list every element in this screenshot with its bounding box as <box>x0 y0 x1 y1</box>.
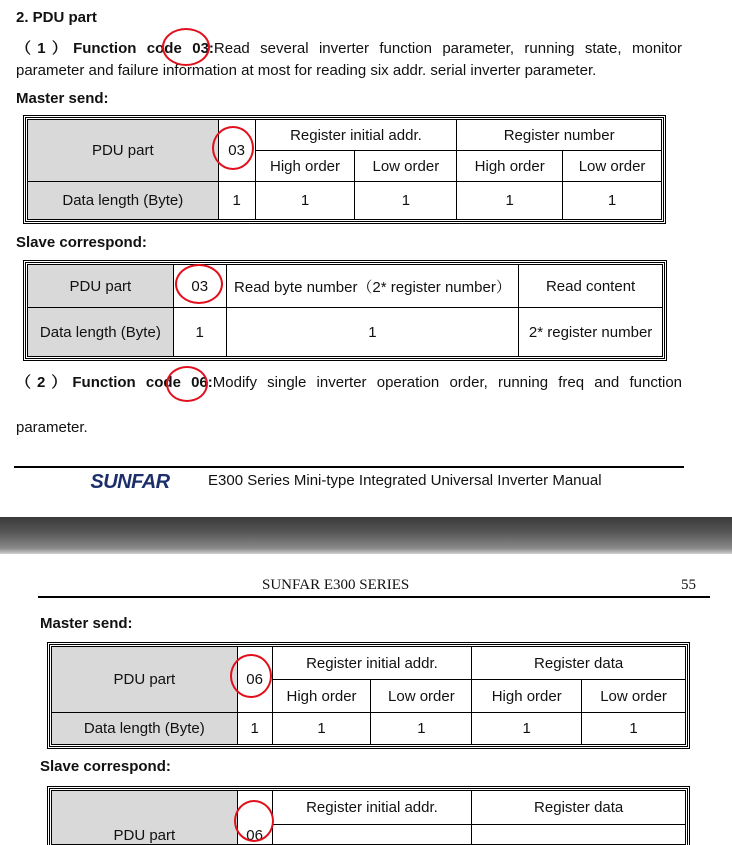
table-cell-length: 1 <box>272 713 371 745</box>
page-number: 55 <box>681 577 696 593</box>
function-code-cell: 03 <box>173 265 226 308</box>
table-subheader-low-order: Low order <box>582 680 686 713</box>
master-send-caption: Master send: <box>16 90 109 107</box>
slave-correspond-table-03 <box>27 264 663 357</box>
table-cell-length: 1 <box>355 182 457 220</box>
table-cell-length: 1 <box>582 713 686 745</box>
table-header-register-data: Register data <box>472 791 686 825</box>
section-title: 2. PDU part <box>16 9 97 26</box>
table-header-data-length: Data length (Byte) <box>28 308 174 357</box>
header-rule <box>38 596 710 598</box>
table-subheader-high-order: High order <box>472 680 582 713</box>
table-cell-length: 1 <box>173 308 226 357</box>
table-header-pdu-part: PDU part <box>28 265 174 308</box>
master-send-table-03 <box>27 119 662 220</box>
table-header-register-initial-addr: Register initial addr. <box>272 791 472 825</box>
table-subheader-low-order: Low order <box>371 680 472 713</box>
function-code-cell: 03 <box>218 120 255 182</box>
function-06-lead: （2）Function code 06: <box>16 374 213 391</box>
table-cell-length: 1 <box>371 713 472 745</box>
table-subheader-high-order: High order <box>272 680 371 713</box>
table-header-register-number: Register number <box>457 120 662 151</box>
slave-correspond-table-06 <box>51 790 686 845</box>
sunfar-logo-icon <box>90 470 170 494</box>
slave-correspond-caption: Slave correspond: <box>16 234 147 251</box>
master-send-table-06 <box>51 646 686 745</box>
table-subheader-low-order: Low order <box>563 151 662 182</box>
footer-rule <box>14 466 684 468</box>
master-send-caption: Master send: <box>40 615 133 632</box>
table-subheader-high-order: High order <box>457 151 563 182</box>
function-03-text: Read several inverter function parameter, running state, monitor <box>213 40 682 57</box>
table-header-pdu-part: PDU part <box>52 791 238 845</box>
table-header-register-initial-addr: Register initial addr. <box>272 647 472 680</box>
table-subheader-low-order: Low order <box>355 151 457 182</box>
manual-title: E300 Series Mini-type Integrated Universal Inverter Manual <box>208 472 602 489</box>
table-subheader-high-order: High order <box>255 151 355 182</box>
table-cell-length: 1 <box>563 182 662 220</box>
table-header-register-data: Register data <box>472 647 686 680</box>
table-cell-length: 1 <box>457 182 563 220</box>
function-06-text: Modify single inverter operation order, running freq and function <box>212 374 682 391</box>
function-06-paragraph-cont: parameter. <box>16 419 88 436</box>
table-cell-length: 1 <box>226 308 519 357</box>
table-header-pdu-part: PDU part <box>28 120 219 182</box>
table-header-data-length: Data length (Byte) <box>28 182 219 220</box>
function-code-cell: 06 <box>237 647 272 713</box>
table-header-data-length: Data length (Byte) <box>52 713 238 745</box>
svg-text:SUNFAR: SUNFAR <box>90 471 170 493</box>
table-cell-length: 1 <box>237 713 272 745</box>
function-code-cell: 06 <box>237 791 272 845</box>
table-cell-length: 1 <box>472 713 582 745</box>
table-cell-length: 1 <box>218 182 255 220</box>
slave-correspond-caption: Slave correspond: <box>40 758 171 775</box>
table-header-read-byte-number: Read byte number（2* register number） <box>226 265 519 308</box>
table-header-register-initial-addr: Register initial addr. <box>255 120 457 151</box>
function-03-paragraph-cont: parameter and failure information at most for reading six addr. serial inverter parameter. <box>16 62 597 79</box>
sunfar-logo <box>90 470 170 494</box>
table-header-pdu-part: PDU part <box>52 647 238 713</box>
page-header-title: SUNFAR E300 SERIES <box>262 577 410 593</box>
table-cell-length: 1 <box>255 182 355 220</box>
function-03-lead: （1）Function code 03: <box>16 40 214 57</box>
table-cell-length: 2* register number <box>519 308 663 357</box>
page-gap <box>0 517 732 554</box>
function-06-paragraph <box>16 372 682 394</box>
function-03-paragraph <box>16 38 682 60</box>
table-header-read-content: Read content <box>519 265 663 308</box>
